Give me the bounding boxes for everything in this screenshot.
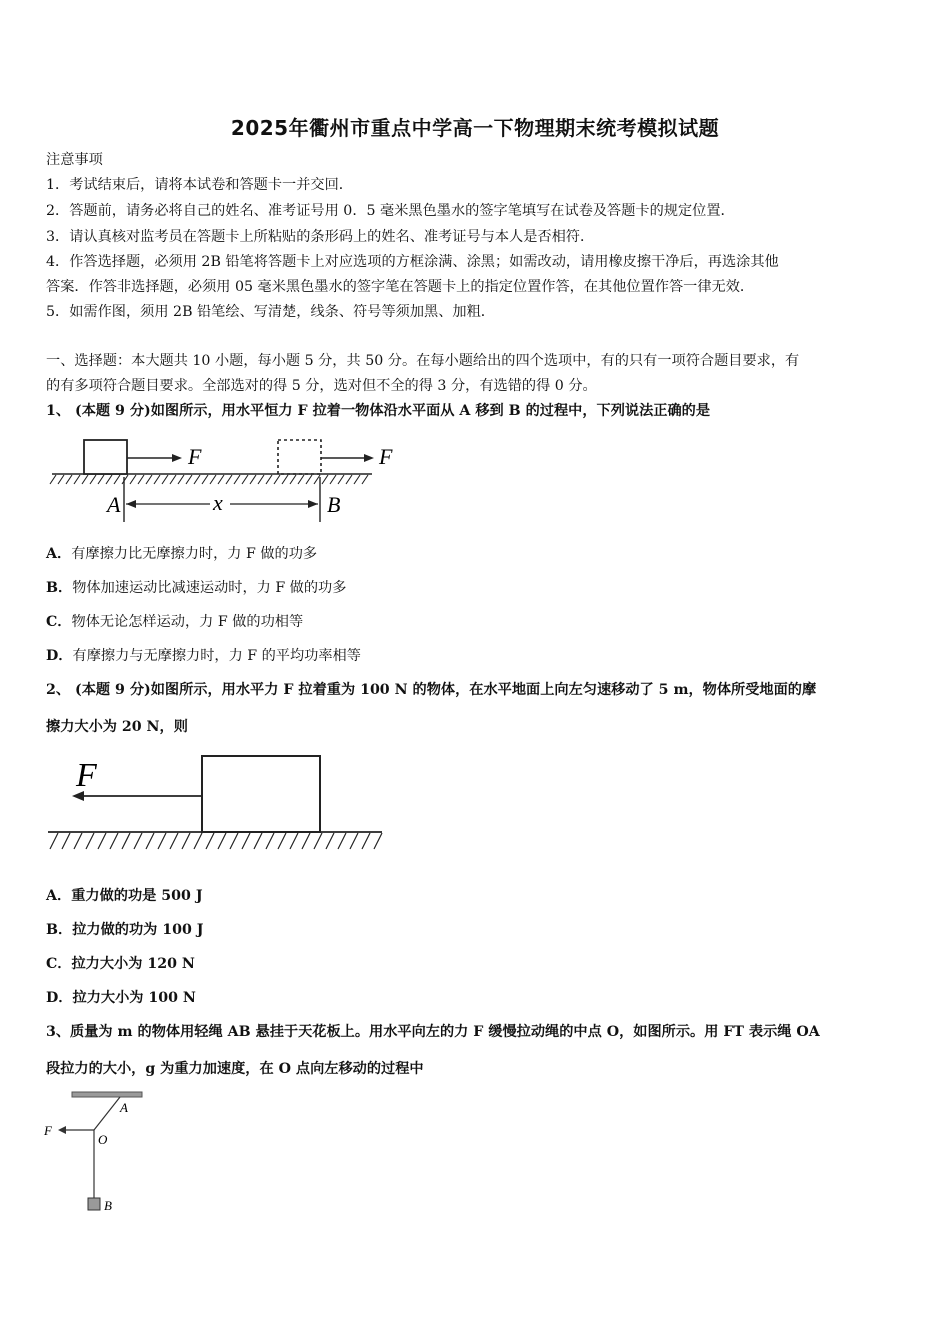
arrowhead-icon — [172, 454, 182, 462]
option-text: 重力做的功是 500 J — [71, 888, 203, 904]
question-3-figure — [42, 1088, 152, 1218]
notice-item: 5．如需作图，须用 2B 铅笔绘、写清楚，线条、符号等须加黑、加粗． — [46, 304, 495, 320]
force-label-2: F — [379, 444, 393, 469]
block — [202, 756, 320, 832]
notice-item: 3．请认真核对监考员在答题卡上所粘贴的条形码上的姓名、准考证号与本人是否相符． — [46, 229, 595, 245]
question-1-stem: 1、 (本题 9 分)如图所示，用水平恒力 F 拉着一物体沿水平面从 A 移到 B 的过程中，下列说法正确的是 — [46, 403, 711, 419]
option-label: A． — [46, 888, 72, 904]
question-3-stem: 段拉力的大小，g 为重力加速度，在 O 点向左移动的过程中 — [46, 1061, 424, 1077]
option-a[interactable] — [46, 544, 317, 564]
point-b-label: B — [104, 1198, 112, 1213]
notice-item: 4．作答选择题，必须用 2B 铅笔将答题卡上对应选项的方框涂满、涂黑；如需改动，请用橡皮擦干净后，再选涂其他 — [46, 254, 779, 270]
notice-item: 答案．作答非选择题，必须用 05 毫米黑色墨水的签字笔在答题卡上的指定位置作答，在其他位置作答一律无效． — [46, 279, 755, 295]
section-instructions: 一、选择题：本大题共 10 小题，每小题 5 分，共 50 分。在每小题给出的四个选项中，有的只有一项符合题目要求，有 — [46, 353, 800, 369]
option-label: C． — [46, 956, 72, 972]
question-1-figure — [46, 432, 416, 527]
option-c[interactable] — [46, 612, 303, 632]
force-label: F — [76, 757, 97, 794]
option-text: 拉力做的功为 100 J — [72, 922, 204, 938]
option-label: B． — [46, 580, 73, 596]
option-label: D． — [46, 990, 73, 1006]
option-text: 有摩擦力与无摩擦力时，力 F 的平均功率相等 — [72, 648, 361, 664]
force-label-1: F — [188, 444, 202, 469]
option-label: D． — [46, 648, 73, 664]
notice-heading: 注意事项 — [46, 152, 103, 168]
option-text: 有摩擦力比无摩擦力时，力 F 做的功多 — [71, 546, 318, 562]
option-d[interactable] — [46, 988, 196, 1008]
point-a-label: A — [107, 492, 121, 517]
notice-item: 2．答题前，请务必将自己的姓名、准考证号用 0．5 毫米黑色墨水的签字笔填写在试卷及答题卡的规定位置． — [46, 203, 735, 219]
option-c[interactable] — [46, 954, 195, 974]
question-2-figure — [46, 754, 386, 854]
question-2-stem: 擦力大小为 20 N，则 — [46, 719, 188, 735]
ground — [50, 474, 372, 484]
option-text: 拉力大小为 120 N — [71, 956, 195, 972]
arrowhead-icon — [58, 1126, 66, 1134]
option-text: 物体加速运动比减速运动时，力 F 做的功多 — [72, 580, 347, 596]
option-d[interactable] — [46, 646, 361, 666]
arrowhead-icon — [364, 454, 374, 462]
question-2-stem: 2、 (本题 9 分)如图所示，用水平力 F 拉着重为 100 N 的物体，在水平地面上向左匀速移动了 5 m，物体所受地面的摩 — [46, 682, 817, 698]
ceiling — [72, 1092, 142, 1097]
point-o-label: O — [98, 1132, 108, 1147]
option-text: 拉力大小为 100 N — [72, 990, 196, 1006]
option-label: C． — [46, 614, 72, 630]
force-label: F — [44, 1123, 52, 1138]
rope-oa — [94, 1097, 120, 1130]
notice-item: 1．考试结束后，请将本试卷和答题卡一并交回． — [46, 177, 353, 193]
option-label: B． — [46, 922, 73, 938]
point-b-label: B — [327, 492, 341, 517]
option-text: 物体无论怎样运动，力 F 做的功相等 — [71, 614, 304, 630]
block-at-b-dashed — [278, 440, 321, 474]
ground — [48, 832, 382, 849]
mass-block — [88, 1198, 100, 1210]
section-instructions: 的有多项符合题目要求。全部选对的得 5 分，选对但不全的得 3 分，有选错的得 0 分。 — [46, 378, 597, 394]
block-at-a — [84, 440, 127, 474]
option-a[interactable] — [46, 886, 203, 906]
distance-label: x — [213, 490, 223, 515]
question-3-stem: 3、质量为 m 的物体用轻绳 AB 悬挂于天花板上。用水平向左的力 F 缓慢拉动绳的中点 O，如图所示。用 FT 表示绳 OA — [46, 1024, 820, 1040]
point-a-label: A — [120, 1100, 128, 1115]
option-b[interactable] — [46, 578, 346, 598]
page-title: 2025年衢州市重点中学高一下物理期末统考模拟试题 — [230, 116, 720, 140]
arrowhead-icon — [308, 500, 318, 508]
option-b[interactable] — [46, 920, 204, 940]
option-label: A． — [46, 546, 72, 562]
arrowhead-icon — [126, 500, 136, 508]
